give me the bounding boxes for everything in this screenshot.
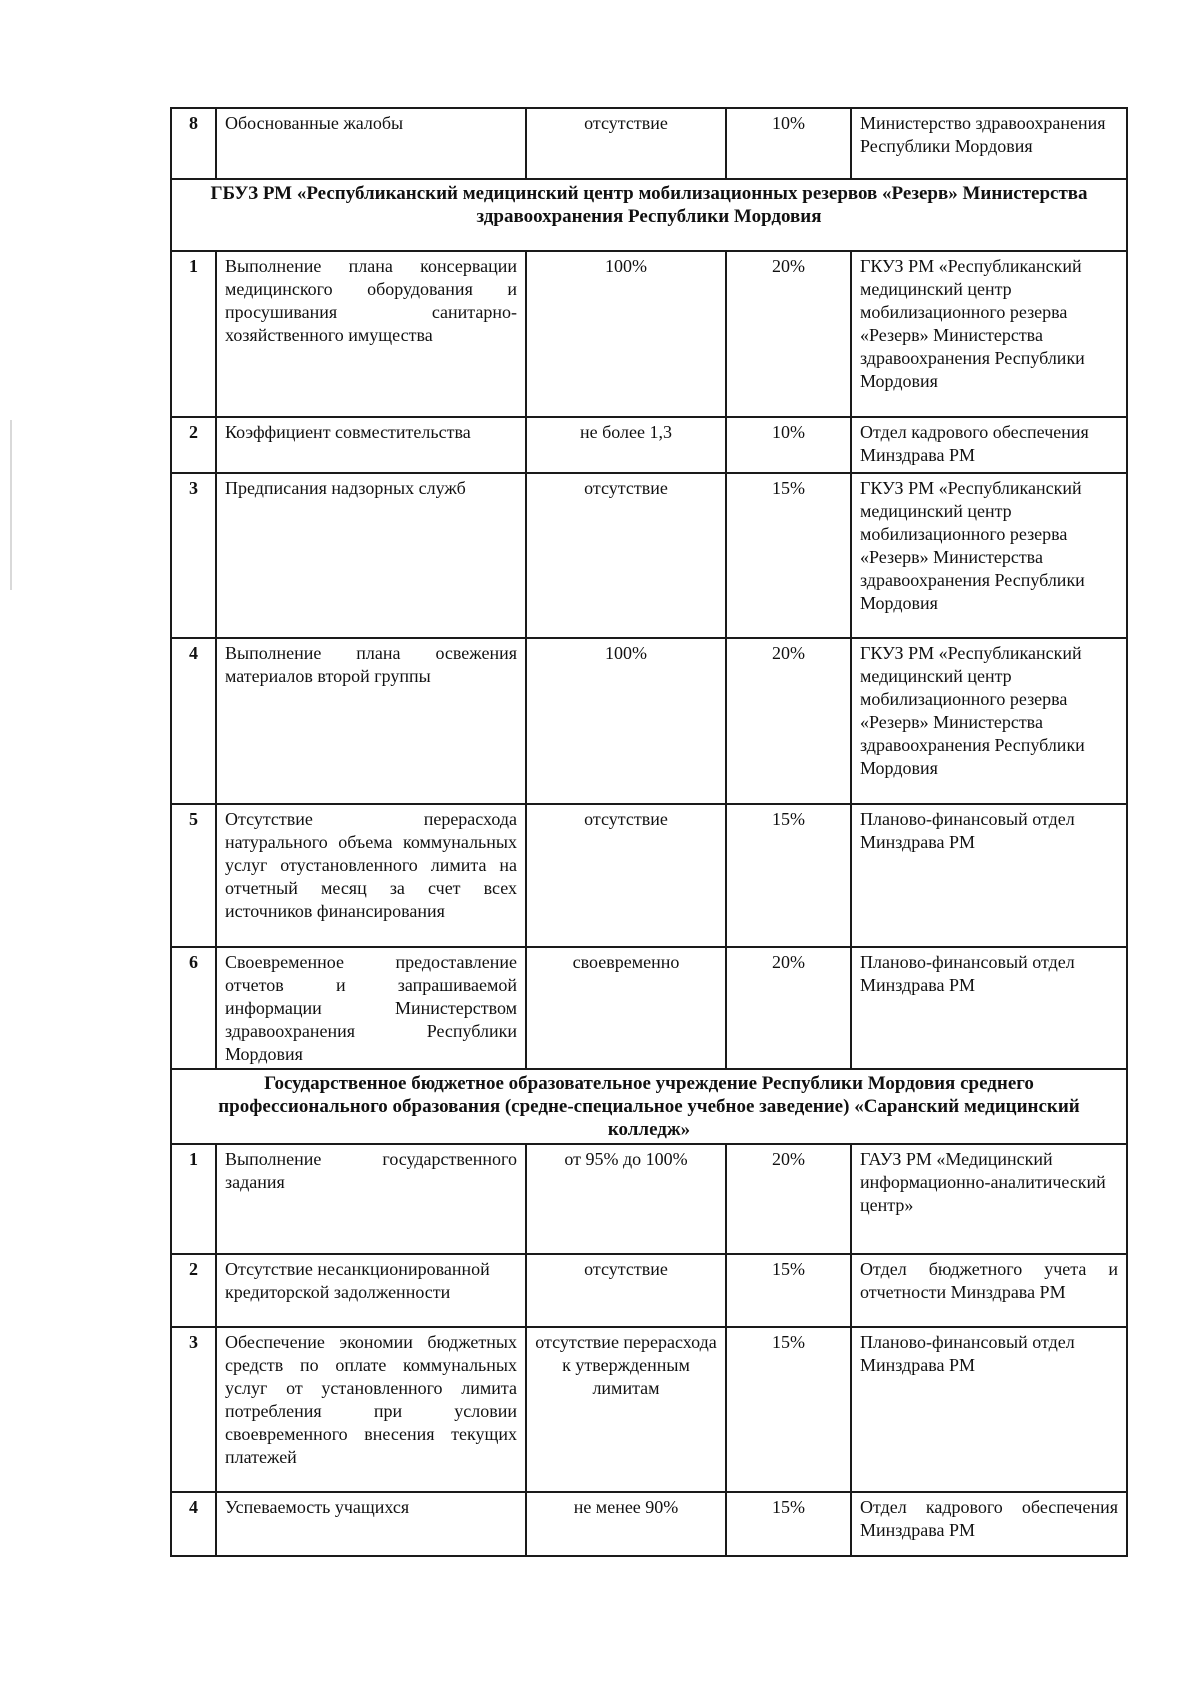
source-cell: ГКУЗ РМ «Республиканский медицинский центр мобилизационного резерва «Резерв» Министерства здравоохранения Республики Мордовия (851, 473, 1127, 638)
weight-cell: 15% (726, 473, 851, 638)
table-row (171, 1492, 1127, 1556)
row-number: 2 (171, 417, 216, 473)
value-cell: не более 1,3 (526, 417, 726, 473)
source-cell: Отдел бюджетного учета и отчетности Минздрава РМ (851, 1254, 1127, 1327)
table-row (171, 417, 1127, 473)
value-cell: 100% (526, 638, 726, 804)
criterion-cell: Отсутствие несанкционированной кредиторской задолженности (216, 1254, 526, 1327)
value-cell: отсутствие (526, 1254, 726, 1327)
weight-cell: 15% (726, 804, 851, 947)
row-number: 6 (171, 947, 216, 1069)
criterion-cell: Обеспечение экономии бюджетных средств по оплате коммунальных услуг от установленного лимита потребления при условии своевременного внесения текущих платежей (216, 1327, 526, 1492)
section-header-row (171, 1069, 1127, 1144)
weight-cell: 20% (726, 947, 851, 1069)
row-number: 4 (171, 1492, 216, 1556)
row-number: 2 (171, 1254, 216, 1327)
source-cell: Министерство здравоохранения Республики Мордовия (851, 108, 1127, 179)
value-cell: от 95% до 100% (526, 1144, 726, 1254)
criterion-cell: Коэффициент совместительства (216, 417, 526, 473)
value-cell: отсутствие (526, 108, 726, 179)
value-cell: 100% (526, 251, 726, 417)
value-cell: отсутствие (526, 804, 726, 947)
table-row (171, 638, 1127, 804)
weight-cell: 20% (726, 251, 851, 417)
row-number: 1 (171, 1144, 216, 1254)
table-row (171, 108, 1127, 179)
weight-cell: 15% (726, 1492, 851, 1556)
criterion-cell: Отсутствие перерасхода натурального объема коммунальных услуг отустановленного лимита на отчетный месяц за счет всех источников финансирования (216, 804, 526, 947)
row-number: 5 (171, 804, 216, 947)
criterion-cell: Выполнение плана освежения материалов второй группы (216, 638, 526, 804)
source-cell: Планово-финансовый отдел Минздрава РМ (851, 804, 1127, 947)
value-cell: отсутствие (526, 473, 726, 638)
source-cell: Отдел кадрового обеспечения Минздрава РМ (851, 1492, 1127, 1556)
weight-cell: 15% (726, 1327, 851, 1492)
table-row (171, 947, 1127, 1069)
table-row (171, 251, 1127, 417)
table-row (171, 1327, 1127, 1492)
criteria-table (170, 107, 1128, 1557)
value-cell: отсутствие перерасхода к утвержденным лимитам (526, 1327, 726, 1492)
table-row (171, 804, 1127, 947)
criterion-cell: Успеваемость учащихся (216, 1492, 526, 1556)
row-number: 1 (171, 251, 216, 417)
criterion-cell: Выполнение государственного задания (216, 1144, 526, 1254)
source-cell: Отдел кадрового обеспечения Минздрава РМ (851, 417, 1127, 473)
value-cell: своевременно (526, 947, 726, 1069)
weight-cell: 10% (726, 417, 851, 473)
criterion-cell: Обоснованные жалобы (216, 108, 526, 179)
table-row (171, 1144, 1127, 1254)
source-cell: Планово-финансовый отдел Минздрава РМ (851, 947, 1127, 1069)
row-number: 3 (171, 1327, 216, 1492)
row-number: 4 (171, 638, 216, 804)
source-cell: ГАУЗ РМ «Медицинский информационно-аналитический центр» (851, 1144, 1127, 1254)
weight-cell: 15% (726, 1254, 851, 1327)
weight-cell: 20% (726, 1144, 851, 1254)
weight-cell: 20% (726, 638, 851, 804)
criterion-cell: Предписания надзорных служб (216, 473, 526, 638)
criterion-cell: Выполнение плана консервации медицинского оборудования и просушивания санитарно-хозяйственного имущества (216, 251, 526, 417)
table-row (171, 473, 1127, 638)
weight-cell: 10% (726, 108, 851, 179)
scan-edge-mark (10, 420, 12, 590)
row-number: 3 (171, 473, 216, 638)
source-cell: ГКУЗ РМ «Республиканский медицинский центр мобилизационного резерва «Резерв» Министерства здравоохранения Республики Мордовия (851, 638, 1127, 804)
value-cell: не менее 90% (526, 1492, 726, 1556)
source-cell: Планово-финансовый отдел Минздрава РМ (851, 1327, 1127, 1492)
table-row (171, 1254, 1127, 1327)
row-number: 8 (171, 108, 216, 179)
section-title: Государственное бюджетное образовательное учреждение Республики Мордовия среднего профессионального образования (средне-специальное учебное заведение) «Саранский медицинский колледж» (171, 1069, 1127, 1144)
section-header-row (171, 179, 1127, 251)
source-cell: ГКУЗ РМ «Республиканский медицинский центр мобилизационного резерва «Резерв» Министерства здравоохранения Республики Мордовия (851, 251, 1127, 417)
section-title: ГБУЗ РМ «Республиканский медицинский центр мобилизационных резервов «Резерв» Министерства здравоохранения Республики Мордовия (171, 179, 1127, 251)
criterion-cell: Своевременное предоставление отчетов и запрашиваемой информации Министерством здравоохранения Республики Мордовия (216, 947, 526, 1069)
